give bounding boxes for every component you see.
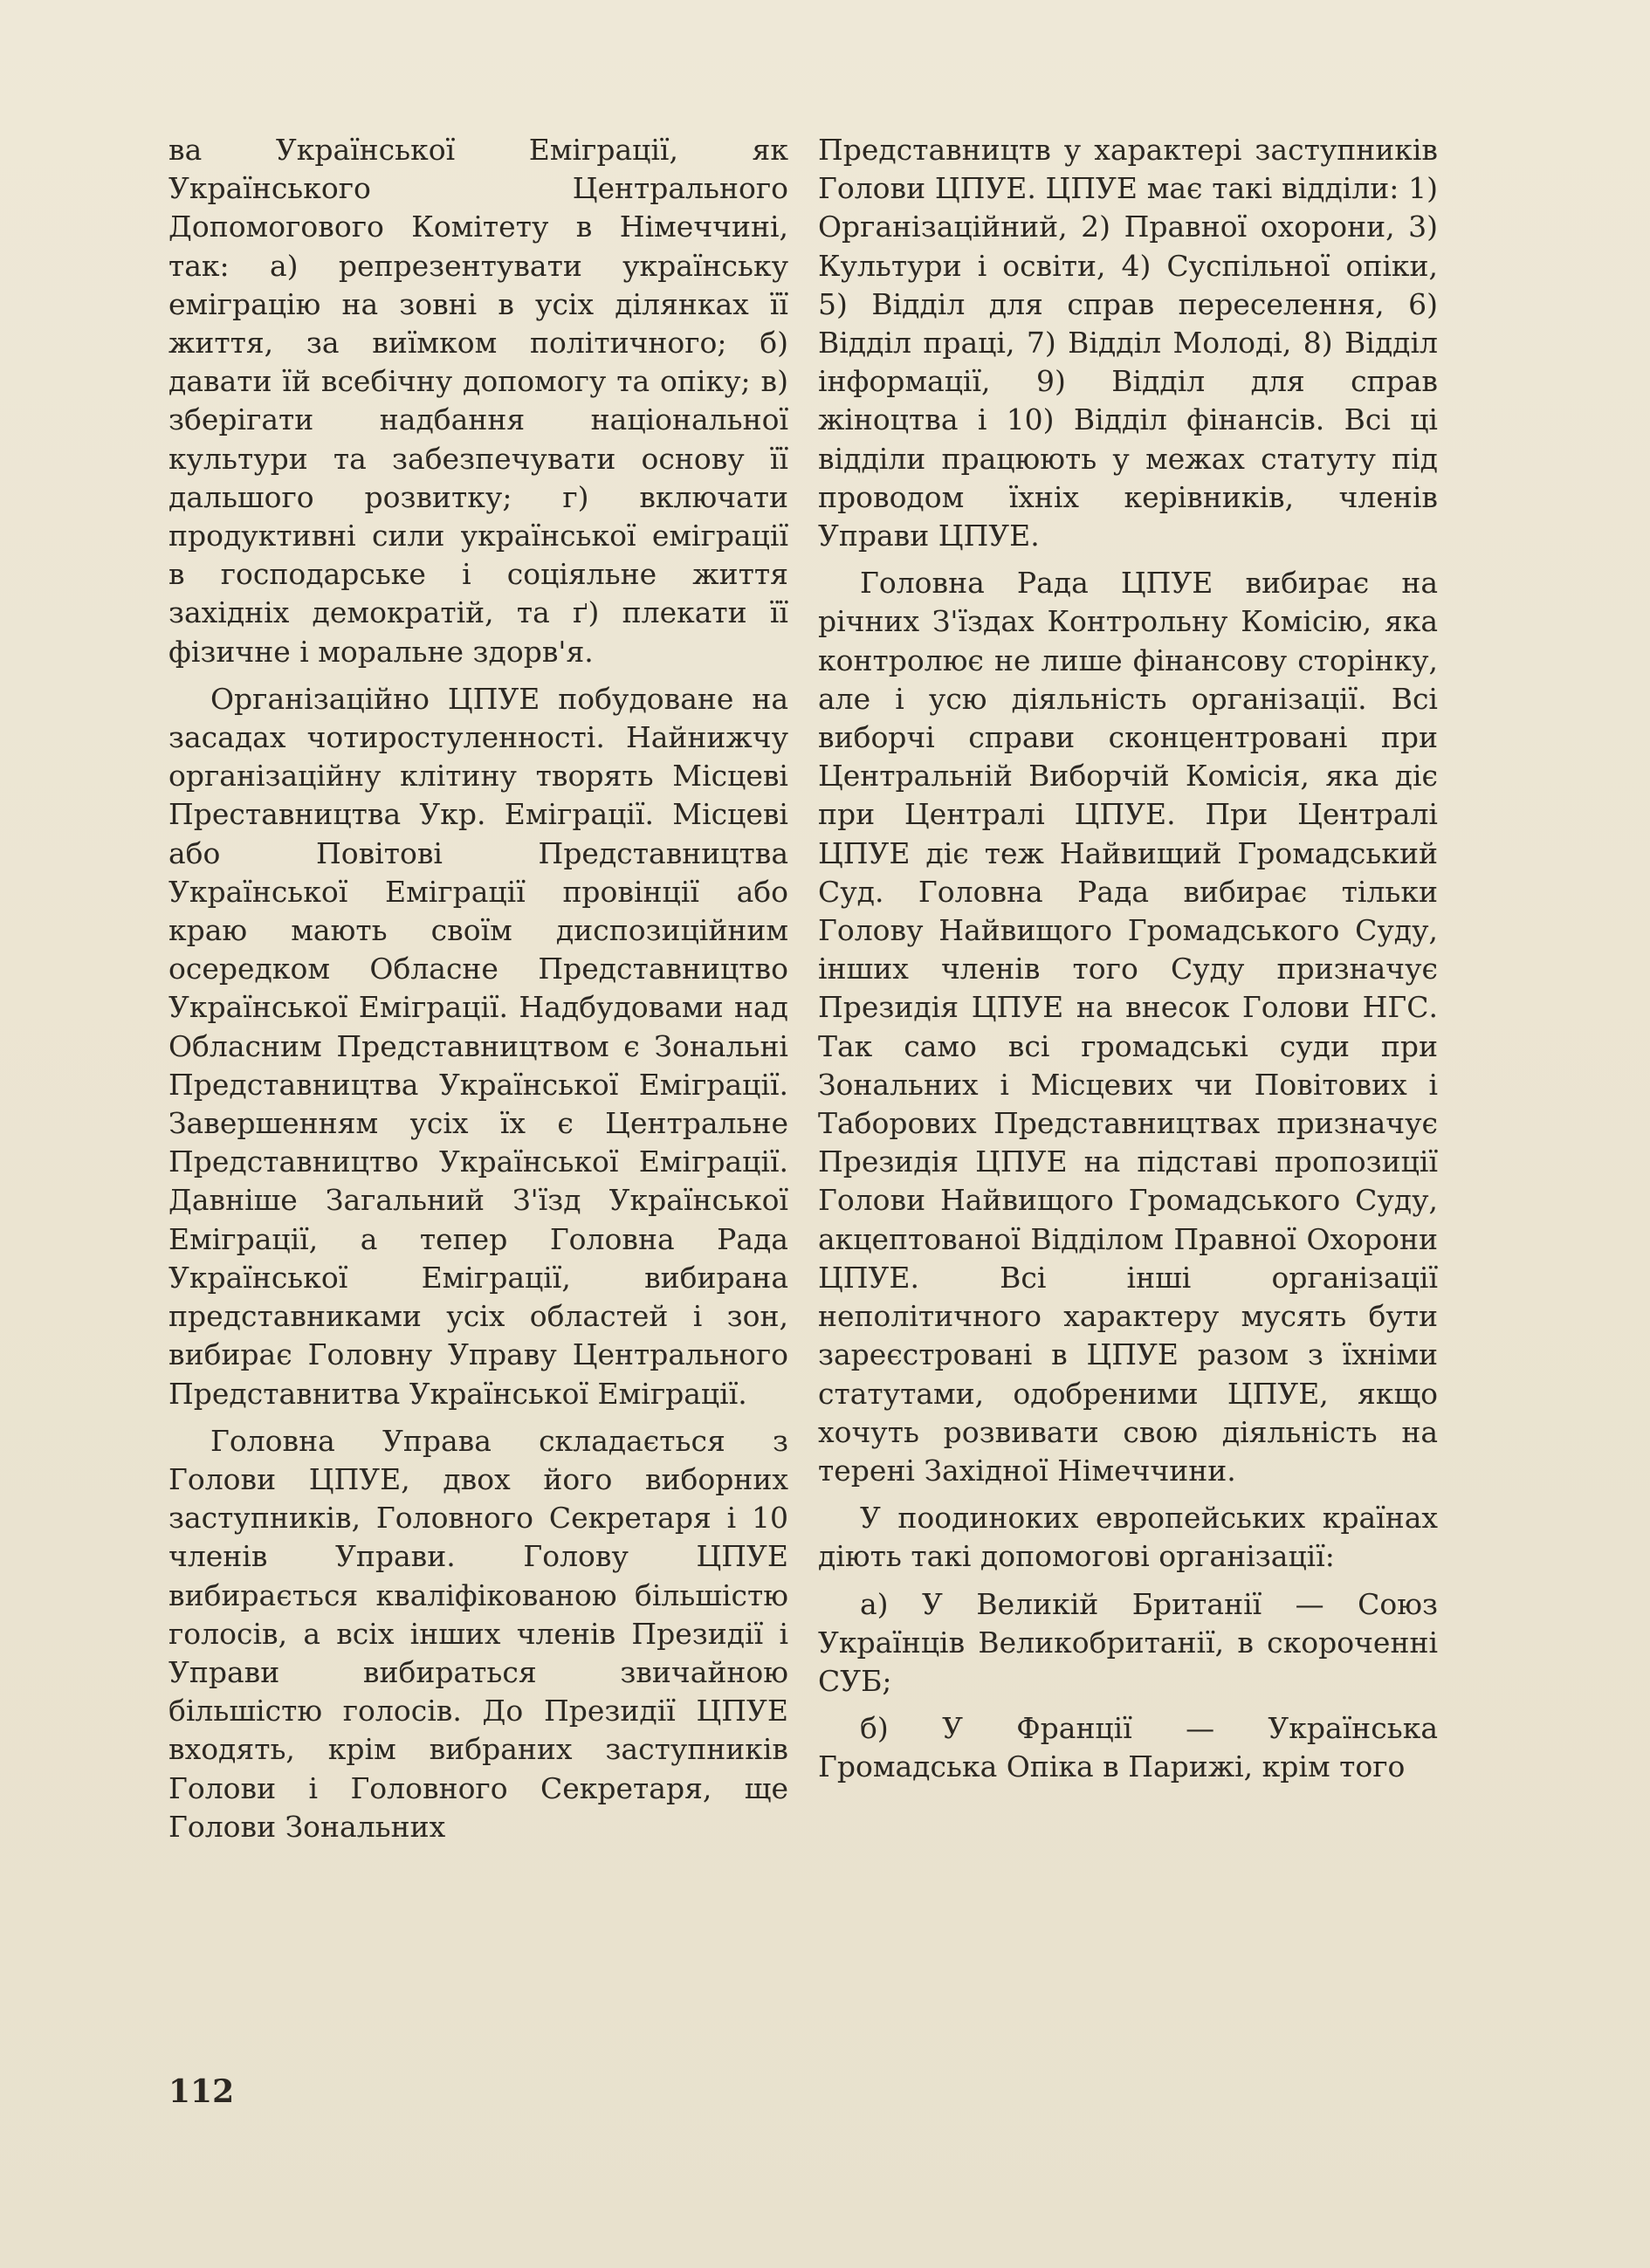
paragraph: Представництв у характері заступників Голови ЦПУЕ. ЦПУЕ має такі відділи: 1) Організаційний, 2) Правної охорони, 3) Культури і освіти, 4) Суспільної опіки, 5) Відділ для справ переселення, 6) Відділ праці, 7) Відділ Молоді, 8) Відділ інформації, 9) Відділ для справ жіноцтва і 10) Відділ фінансів. Всі ці відділи працюють у межах статуту під проводом їхніх керівників, членів Управи ЦПУЕ. bbox=[818, 133, 1438, 553]
paragraph: Організаційно ЦПУЕ побудоване на засадах чотиростуленності. Найнижчу організаційну клітину творять Місцеві Преставництва Укр. Еміграції. Місцеві або Повітові Представництва Української Еміграції провінції або краю мають своїм диспозиційним осередком Обласне Представництво Української Еміграції. Надбудовами над Обласним Представництвом є Зональні Представництва Української Еміграції. Завершенням усіх їх є Центральне Представництво Української Еміграції. Давніше Загальний З'їзд Української Еміграції, а тепер Головна Рада Української Еміграції, вибирана представниками усіх областей і зон, вибирає Головну Управу Центрального Представнитва Української Еміграції. bbox=[168, 681, 788, 1411]
page-number: 112 bbox=[168, 2073, 235, 2110]
paragraph: Головна Рада ЦПУЕ вибирає на річних З'їздах Контрольну Комісію, яка контролює не лише фінансову сторінку, але і усю діяльність організації. Всі виборчі справи сконцентровані при Центральній Виборчій Комісія, яка діє при Централі ЦПУЕ. При Централі ЦПУЕ діє теж Найвищий Громадський Суд. Головна Рада вибирає тільки Голову Найвищого Громадського Суду, інших членів того Суду призначує Президія ЦПУЕ на внесок Голови НГС. Так само всі громадські суди при Зональних і Місцевих чи Повітових і Таборових Представництвах призначує Президія ЦПУЕ на підставі пропозиції Голови Найвищого Громадського Суду, акцептованої Відділом Правної Охорони ЦПУЕ. Всі інші організації неполітичного характеру мусять бути зареєстровані в ЦПУЕ разом з їхніми статутами, одобреними ЦПУЕ, якщо хочуть розвивати свою діяльність на терені Західної Німеччини. bbox=[818, 566, 1438, 1488]
paragraph: У поодиноких европейських країнах діють такі допомогові організації: bbox=[818, 1501, 1438, 1574]
right-column bbox=[818, 131, 1438, 1796]
left-column bbox=[168, 131, 788, 1855]
paragraph: б) У Франції — Українська Громадська Опіка в Парижі, крім того bbox=[818, 1711, 1438, 1784]
paragraph: Головна Управа складається з Голови ЦПУЕ, двох його виборних заступників, Головного Секретаря і 10 членів Управи. Голову ЦПУЕ вибирається кваліфікованою більшістю голосів, а всіх інших членів Президії і Управи вибираться звичайною більшістю голосів. До Президії ЦПУЕ входять, крім вибраних заступників Голови і Головного Секретаря, ще Голови Зональних bbox=[168, 1423, 788, 1844]
paragraph: а) У Великій Британії — Союз Українців Великобританії, в скороченні СУБ; bbox=[818, 1586, 1438, 1698]
paragraph: ва Української Еміграції, як Українського Центрального Допомогового Комітету в Німеччині, так: а) репрезентувати українську еміграцію на зовні в усіх ділянках її життя, за виїмком політичного; б) давати їй всебічну допомогу та опіку; в) зберігати надбання національної культури та забезпечувати основу її дальшого розвитку; г) включати продуктивні сили української еміграції в господарське і соціяльне життя західніх демократій, та ґ) плекати її фізичне і моральне здорв'я. bbox=[168, 133, 788, 669]
